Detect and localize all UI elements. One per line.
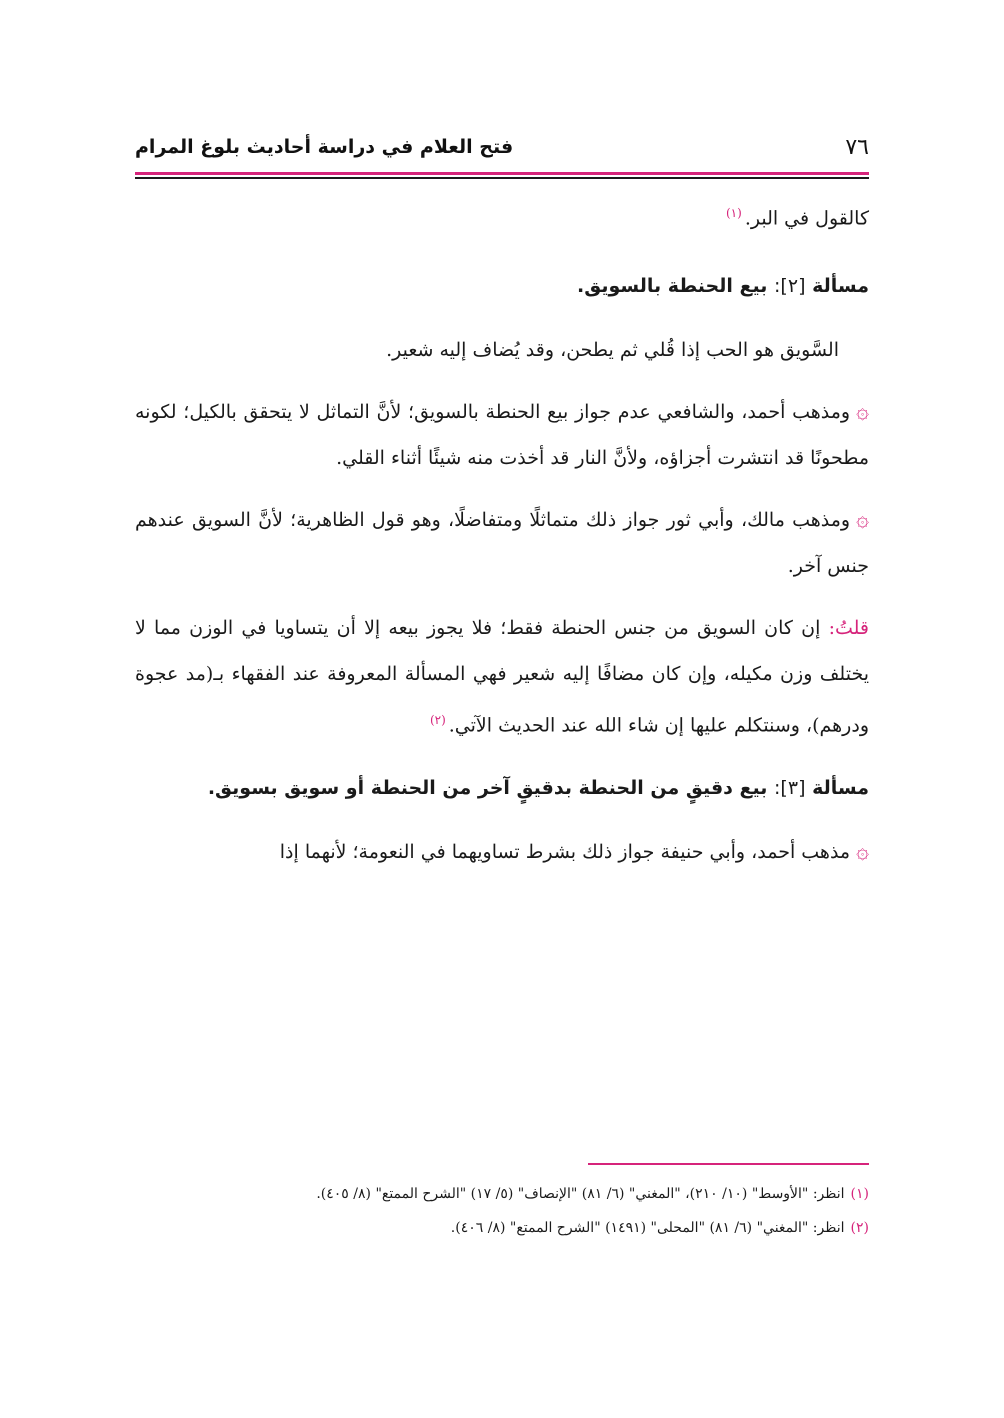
issue-label: مسألة — [812, 275, 869, 298]
issue-title: بيع الحنطة بالسويق. — [577, 275, 768, 298]
footnote-text: انظر: "الأوسط" (١٠/ ٢١٠)، "المغني" (٦/ ٨١) "الإنصاف" (٥/ ١٧) "الشرح الممتع" (٨/ ٤٠٥). — [316, 1186, 845, 1202]
sawiq-definition: السَّويق هو الحب إذا قُلي ثم يطحن، وقد يُضاف إليه شعير. — [386, 339, 839, 362]
flower-bullet-icon: ۞ — [856, 399, 869, 425]
footnote-number: (٢) — [850, 1220, 869, 1236]
book-title: فتح العلام في دراسة أحاديث بلوغ المرام — [135, 136, 514, 158]
footnote-separator — [588, 1163, 869, 1165]
qultu-label: قلتُ: — [828, 617, 870, 640]
paragraph-qultu: قلتُ: إن كان السويق من جنس الحنطة فقط؛ فلا يجوز بيعه إلا أن يتساويا في الوزن مما لا يختلف وزن مكيله، وإن كان مضافًا إليه شعير فهي المسألة المعروفة عند الفقهاء بـ(مد عجوة ودرهم)، وسنتكلم عليها إن شاء الله عند الحديث الآتي.$^{(٢)}$ — [135, 617, 870, 737]
paragraph-ahmad-hanifa: ۞مذهب أحمد، وأبي حنيفة جواز ذلك بشرط تساويهما في النعومة؛ لأنهما إذا — [279, 838, 869, 864]
footnote-1 — [135, 1180, 869, 1208]
footnote-text: انظر: "المغني" (٦/ ٨١) "المحلى" (١٤٩١) "الشرح الممتع" (٨/ ٤٠٦). — [450, 1220, 845, 1236]
footnote-number: (١) — [850, 1186, 869, 1202]
footnote-marker-1[interactable]: (١) — [725, 206, 742, 220]
running-header — [135, 122, 869, 172]
flower-bullet-icon: ۞ — [856, 507, 869, 533]
footnotes — [135, 1180, 869, 1248]
footnote-marker-2[interactable]: (٢) — [429, 713, 446, 728]
footnote-2 — [135, 1214, 869, 1242]
issue-title: بيع دقيقٍ من الحنطة بدقيقٍ آخر من الحنطة أو سويق بسويق. — [207, 776, 768, 799]
header-rule-magenta — [135, 172, 869, 175]
issue-number: [٢]: — [774, 275, 806, 298]
page-number: ٧٦ — [845, 134, 869, 160]
paragraph-malik: ۞ومذهب مالك، وأبي ثور جواز ذلك متماثلًا ومتفاضلًا، وهو قول الظاهرية؛ لأنَّ السويق عندهم جنس آخر. — [135, 507, 869, 578]
paragraph-ahmad-shafii: ۞ومذهب أحمد، والشافعي عدم جواز بيع الحنطة بالسويق؛ لأنَّ التماثل لا يتحقق بالكيل؛ لكونه مطحونًا قد انتشرت أجزاؤه، ولأنَّ النار قد أخذت منه شيئًا أثناء القلي. — [135, 399, 869, 470]
header-rule-black — [135, 177, 869, 179]
main-text — [135, 190, 869, 891]
flower-bullet-icon: ۞ — [856, 838, 869, 864]
paragraph-continuation: كالقول في البر.$^{(١)}$ — [725, 206, 869, 230]
issue-heading-3 — [135, 765, 869, 811]
issue-label: مسألة — [812, 776, 869, 799]
issue-number: [٣]: — [774, 776, 806, 799]
issue-heading-2 — [135, 263, 869, 309]
